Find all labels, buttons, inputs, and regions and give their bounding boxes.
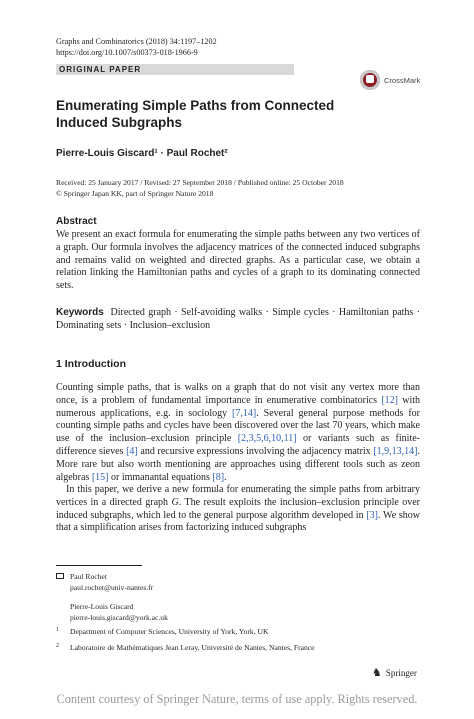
citation-link[interactable]: [2,3,5,6,10,11] — [237, 433, 297, 445]
article-title: Enumerating Simple Paths from Connected Induced Subgraphs — [56, 98, 335, 130]
intro-paragraph-1: Counting simple paths, that is walks on a graph that do not visit any vertex more than once, is a problem of fundamental importance in enumerative combinatorics [12] with numerous applications, e.g. in sociology [7,14]. Several general purpose methods for counting simple paths and cycles have been discovered over the last 70 years, which make use of the inclusion–exclusion principle [2,3,5,6,10,11] or variants such as finite-difference sieves [4] and recursive expressions involving the adjacency matrix [1,9,13,14]. More rare but also worth mentioning are approaches using different tools such as zeon algebras [15] or immanantal equations [8]. — [56, 382, 421, 483]
keywords-block — [56, 307, 420, 333]
contact-email-1[interactable]: paul.rochet@univ-nantes.fr — [70, 583, 154, 592]
journal-header — [56, 36, 217, 58]
footnote-1 — [56, 626, 268, 637]
citation-link[interactable]: [7,14] — [232, 407, 257, 419]
citation-link[interactable]: [4] — [126, 445, 138, 457]
citation-link[interactable]: [12] — [381, 394, 398, 406]
publisher-logo — [372, 666, 417, 679]
article-history — [56, 177, 344, 199]
crossmark-badge[interactable] — [360, 68, 430, 94]
article-type-bar — [56, 64, 294, 75]
footnote-divider — [56, 565, 142, 566]
affiliation-1: Department of Computer Sciences, University of York, York, UK — [70, 627, 269, 636]
keywords-text: Directed graph · Self-avoiding walks · Simple cycles · Hamiltonian paths · Dominating sets · Inclusion–exclusion — [56, 307, 421, 331]
contact-name-1: Paul Rochet — [70, 572, 107, 581]
citation-link[interactable]: [15] — [91, 471, 109, 483]
corresponding-authors — [56, 571, 168, 623]
abstract-heading: Abstract — [56, 216, 97, 227]
crossmark-icon — [360, 70, 380, 90]
copyright-line: © Springer Japan KK, part of Springer Nature 2018 — [56, 189, 214, 198]
affiliation-2: Laboratoire de Mathématiques Jean Leray, Université de Nantes, Nantes, France — [70, 643, 315, 652]
contact-email-2[interactable]: pierre-louis.giscard@york.ac.uk — [70, 613, 168, 622]
crossmark-label: CrossMark — [384, 76, 421, 85]
intro-paragraph-2: In this paper, we derive a new formula for enumerating the simple paths from arbitrary vertices in a directed graph G. The result exploits the inclusion–exclusion principle over induced subgraphs, which led to the general purpose algorithm developed in [3]. We show that a simplification arises from factorizing induced subgraphs — [56, 484, 421, 534]
author-list: Pierre-Louis Giscard¹ · Paul Rochet² — [56, 148, 228, 159]
graph-symbol: G — [171, 496, 179, 508]
contact-name-2: Pierre-Louis Giscard — [70, 602, 134, 611]
journal-citation: Graphs and Combinatorics (2018) 34:1197–1202 — [56, 37, 217, 46]
section-heading-introduction: 1 Introduction — [56, 358, 126, 370]
doi-link[interactable]: https://doi.org/10.1007/s00373-018-1966-9 — [56, 48, 198, 57]
article-type-label: ORIGINAL PAPER — [59, 65, 142, 74]
citation-link[interactable]: [1,9,13,14] — [373, 445, 418, 457]
received-dates: Received: 25 January 2017 / Revised: 27 September 2018 / Published online: 25 October 2018 — [56, 178, 344, 187]
footnote-marker-1: 1 — [56, 627, 59, 633]
publisher-name: Springer — [385, 667, 417, 678]
citation-link[interactable]: [8] — [212, 471, 225, 483]
citation-link[interactable]: [3] — [366, 509, 378, 521]
footnote-marker-2: 2 — [56, 643, 59, 649]
footnote-2 — [56, 642, 315, 653]
abstract-text: We present an exact formula for enumerating the simple paths between any two vertices of a graph. Our formula involves the adjacency matrices of the connected induced subgraphs and remains valid on weighted and directed graphs. As a particular case, we obtain a relation linking the Hamiltonian paths and cycles of a graph to its dominating connected sets. — [56, 229, 420, 292]
courtesy-notice: Content courtesy of Springer Nature, terms of use apply. Rights reserved. — [56, 692, 418, 706]
keywords-label: Keywords — [56, 307, 104, 318]
envelope-icon — [56, 573, 64, 579]
springer-horse-icon: ♞ — [372, 667, 382, 679]
